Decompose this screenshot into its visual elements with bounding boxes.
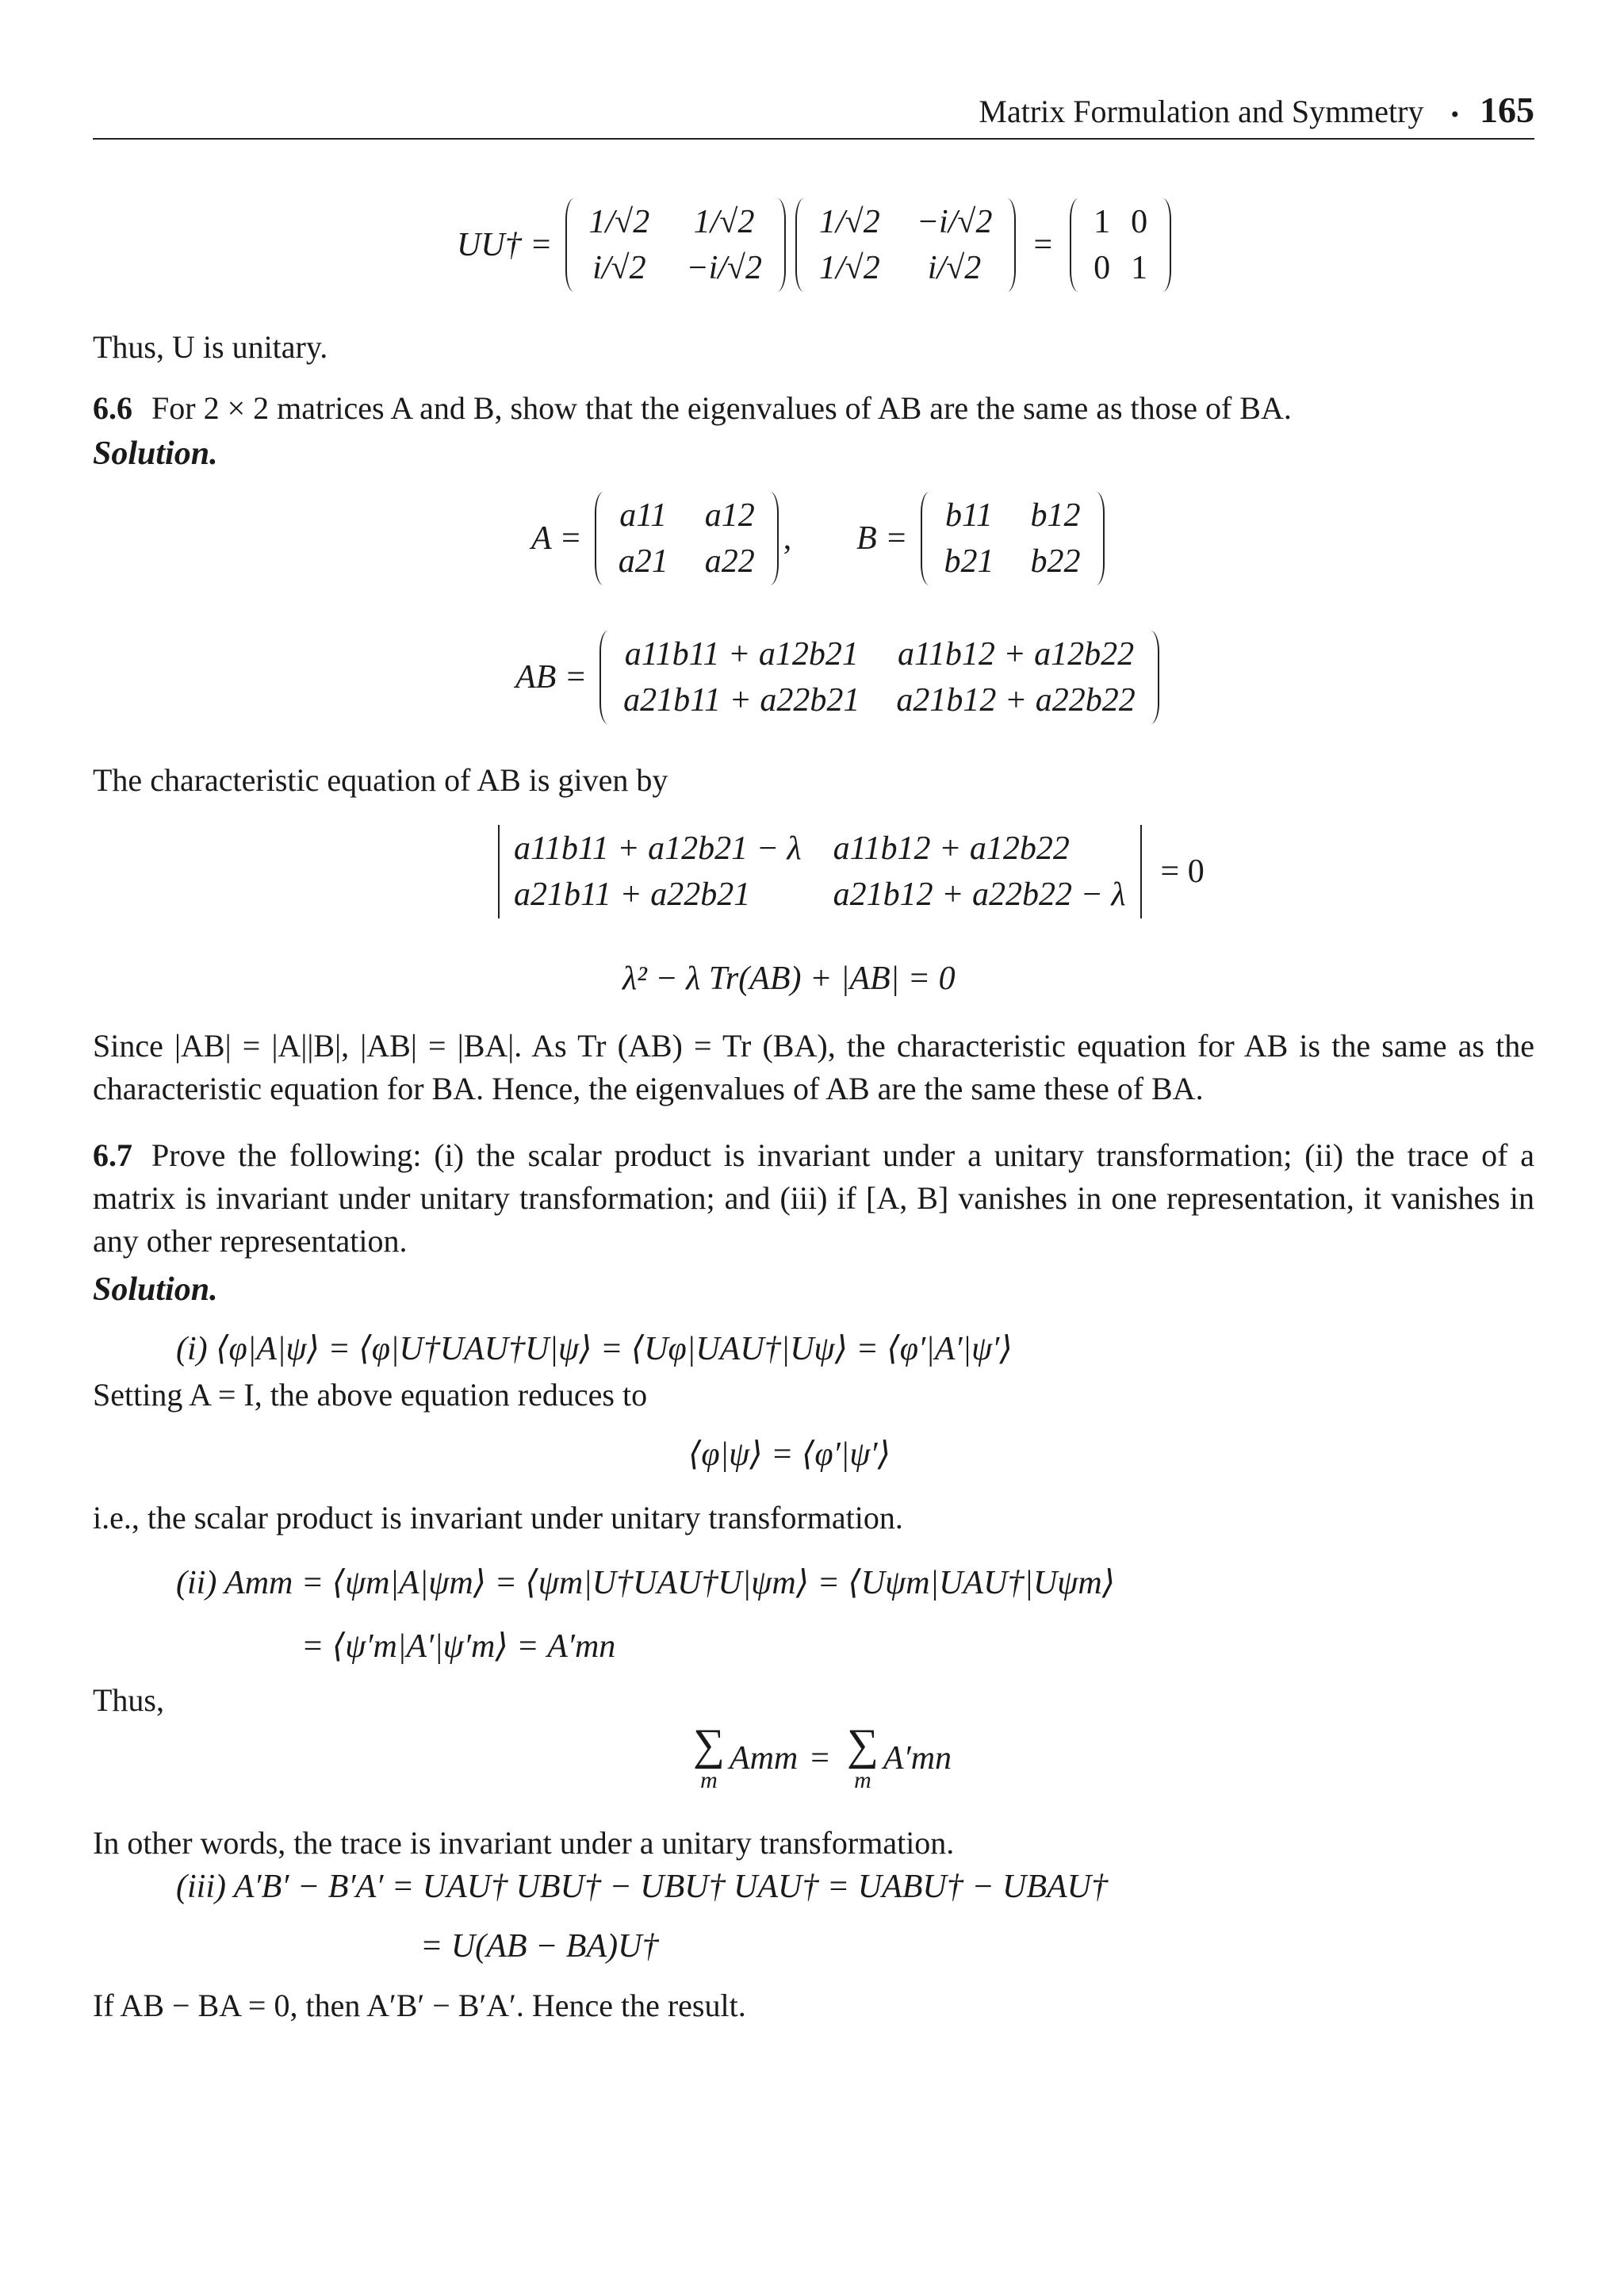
sum-index: m: [854, 1767, 871, 1793]
matrix-cell: a22: [704, 543, 755, 580]
matrix-u-dagger: [795, 198, 1016, 292]
matrix-cell: 1/√2: [818, 250, 880, 286]
sigma-symbol: ∑: [693, 1720, 725, 1769]
text-setting: Setting A = I, the above equation reduces to: [93, 1377, 648, 1413]
problem-6-6: [93, 387, 1534, 430]
equation-characteristic: λ² − λ Tr(AB) + |AB| = 0: [622, 960, 956, 997]
eq-b-lhs: B =: [856, 520, 908, 557]
matrix-cell: b21: [944, 543, 994, 580]
matrix-cell: −i/√2: [686, 250, 762, 286]
sum-right-term: A′mn: [883, 1740, 952, 1777]
matrix-a: [595, 492, 779, 585]
text-ie: i.e., the scalar product is invariant under unitary transformation.: [93, 1500, 903, 1535]
matrix-cell: 1: [1094, 204, 1111, 240]
equation-part-i: (i) ⟨φ|A|ψ⟩ = ⟨φ|U†UAU†U|ψ⟩ = ⟨Uφ|UAU†|Uψ⟩ = ⟨φ′|A′|ψ′⟩: [176, 1331, 1013, 1367]
page-number: 165: [1480, 90, 1534, 130]
bullet-separator: •: [1450, 102, 1459, 128]
matrix-cell: a11b12 + a12b22: [897, 636, 1135, 673]
matrix-cell: −i/√2: [916, 204, 993, 240]
matrix-cell: a11: [619, 497, 668, 534]
problem-6-7: [93, 1134, 1534, 1263]
matrix-u: [565, 198, 786, 292]
text-thus-unitary: Thus, U is unitary.: [93, 329, 328, 365]
identity-matrix: [1070, 198, 1171, 292]
det-cell: a11b11 + a12b21 − λ: [514, 830, 802, 867]
equation-uu-dagger: [457, 198, 1176, 292]
matrix-cell: i/√2: [592, 250, 646, 286]
matrix-cell: a21b12 + a22b22: [896, 682, 1136, 719]
matrix-cell: a11b11 + a12b21: [624, 636, 859, 673]
matrix-cell: 0: [1131, 204, 1148, 240]
running-title: Matrix Formulation and Symmetry: [979, 94, 1424, 129]
matrix-cell: a21: [618, 543, 668, 580]
sigma-symbol: ∑: [846, 1720, 879, 1769]
equation-part-ii-line1: (ii) Amm = ⟨ψm|A|ψm⟩ = ⟨ψm|U†UAU†U|ψm⟩ = ⟨Uψm|UAU†|Uψm⟩: [176, 1565, 1116, 1601]
matrix-cell: 0: [1094, 250, 1111, 286]
text-other-words: In other words, the trace is invariant under a unitary transformation.: [93, 1825, 955, 1861]
determinant: [490, 825, 1150, 918]
matrix-cell: 1/√2: [693, 204, 755, 240]
header-rule: [93, 138, 1534, 140]
matrix-cell: 1: [1131, 250, 1148, 286]
equation-part-iii-line1: (iii) A′B′ − B′A′ = UAU† UBU† − UBU† UAU† = UABU† − UBAU†: [176, 1869, 1109, 1905]
matrix-ab: [599, 631, 1159, 724]
det-cell: a21b12 + a22b22 − λ: [833, 876, 1126, 913]
problem-text: Prove the following: (i) the scalar product is invariant under a unitary transformation; (ii) the trace of a matrix is invariant under unitary transformation; and (iii) if [A, B] vanishes in one representation, it vanishes in any other representation.: [93, 1137, 1534, 1259]
matrix-cell: a12: [704, 497, 755, 534]
equation-trace-sum: [688, 1720, 952, 1794]
text-if: If AB − BA = 0, then A′B′ − B′A′. Hence the result.: [93, 1988, 746, 2023]
matrix-cell: b11: [945, 497, 993, 534]
eq-ab-lhs: AB =: [515, 659, 588, 696]
text-characteristic-equation: The characteristic equation of AB is given by: [93, 762, 668, 798]
det-cell: a21b11 + a22b21: [514, 876, 751, 913]
sum-index: m: [700, 1767, 718, 1793]
eq1-lhs: UU† =: [457, 227, 553, 263]
paragraph-since: Since |AB| = |A||B|, |AB| = |BA|. As Tr (AB) = Tr (BA), the characteristic equation for AB is the same as the characteristic equation for BA. Hence, the eigenvalues of AB are the same these of BA.: [93, 1028, 1534, 1106]
matrix-cell: i/√2: [927, 250, 982, 286]
solution-label-2: Solution.: [93, 1271, 218, 1308]
problem-text: For 2 × 2 matrices A and B, show that the eigenvalues of AB are the same as those of BA.: [151, 390, 1292, 426]
running-header: [979, 89, 1534, 131]
det-rhs: = 0: [1160, 853, 1205, 890]
equation-determinant: [485, 825, 1205, 918]
solution-label: Solution.: [93, 435, 218, 472]
equation-part-ii-line2: = ⟨ψ′m|A′|ψ′m⟩ = A′mn: [301, 1628, 616, 1665]
matrix-cell: b22: [1030, 543, 1081, 580]
equation-matrix-b: [856, 492, 1109, 585]
comma: ,: [783, 520, 792, 557]
equation-scalar-product: ⟨φ|ψ⟩ = ⟨φ′|ψ′⟩: [688, 1436, 891, 1473]
equation-part-iii-line2: = U(AB − BA)U†: [420, 1928, 659, 1965]
problem-number: 6.6: [93, 390, 132, 426]
equals-sign: =: [1033, 227, 1053, 263]
equation-matrix-a: [531, 492, 791, 585]
matrix-cell: a21b11 + a22b21: [623, 682, 860, 719]
sum-right: [846, 1720, 879, 1794]
equation-matrix-ab: [515, 631, 1164, 724]
problem-number: 6.7: [93, 1137, 132, 1173]
matrix-cell: 1/√2: [818, 204, 880, 240]
matrix-cell: b12: [1030, 497, 1081, 534]
equals-sign: =: [810, 1740, 829, 1777]
matrix-b: [921, 492, 1105, 585]
sum-left-term: Amm: [729, 1740, 799, 1777]
matrix-cell: 1/√2: [588, 204, 650, 240]
det-cell: a11b12 + a12b22: [833, 830, 1070, 867]
sum-left: [693, 1720, 725, 1794]
text-thus: Thus,: [93, 1682, 164, 1718]
eq-a-lhs: A =: [531, 520, 582, 557]
